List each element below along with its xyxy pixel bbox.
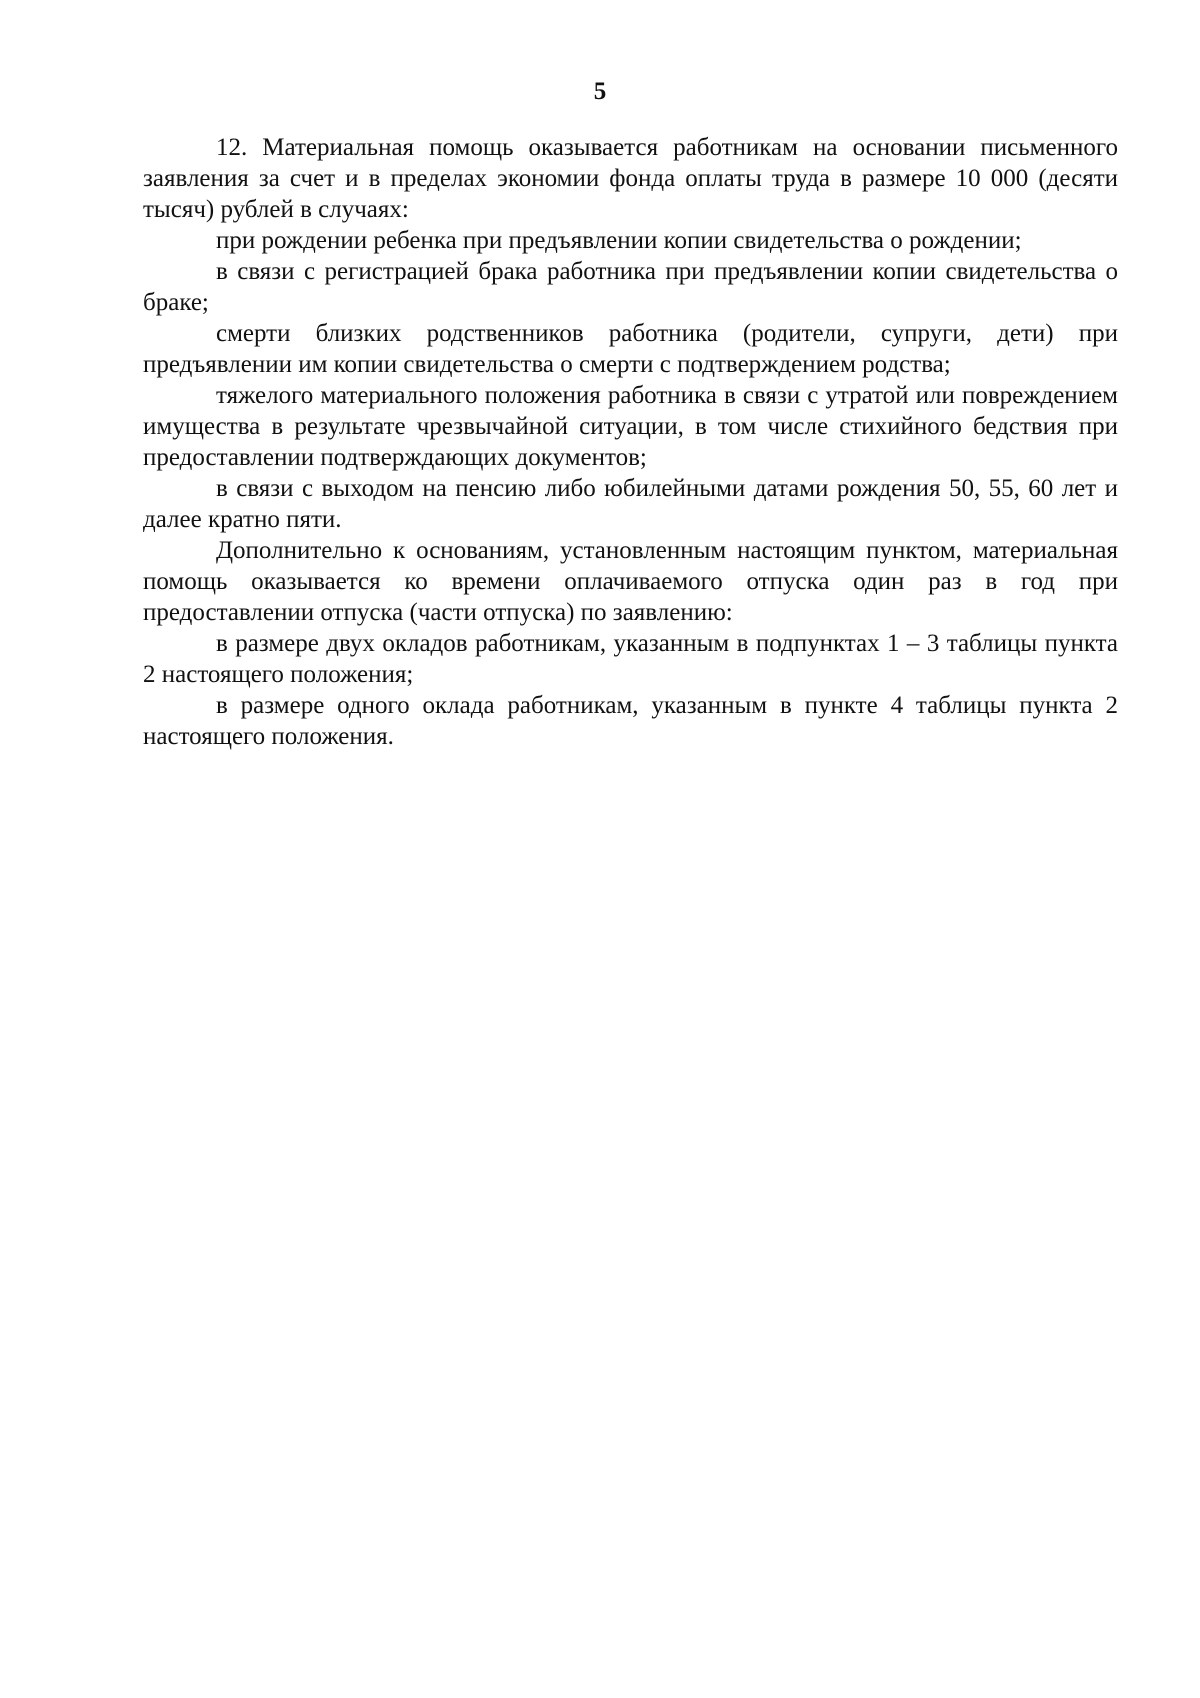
document-body (143, 132, 1118, 752)
paragraph-hardship: тяжелого материального положения работника в связи с утратой или повреждением имущества в результате чрезвычайной ситуации, в том числе стихийного бедствия при предоставлении подтверждающих документов; (143, 382, 1118, 471)
paragraph-marriage: в связи с регистрацией брака работника при предъявлении копии свидетельства о браке; (143, 258, 1118, 316)
paragraph-birth: при рождении ребенка при предъявлении копии свидетельства о рождении; (216, 227, 1022, 254)
paragraph-two-salaries: в размере двух окладов работникам, указанным в подпунктах 1 – 3 таблицы пункта 2 настоящего положения; (143, 630, 1118, 688)
paragraph-death: смерти близких родственников работника (родители, супруги, дети) при предъявлении им копии свидетельства о смерти с подтверждением родства; (143, 320, 1118, 378)
page-number: 5 (593, 78, 607, 105)
paragraph-12-intro: 12. Материальная помощь оказывается работникам на основании письменного заявления за счет и в пределах экономии фонда оплаты труда в размере 10 000 (десяти тысяч) рублей в случаях: (143, 134, 1118, 223)
paragraph-one-salary: в размере одного оклада работникам, указанным в пункте 4 таблицы пункта 2 настоящего положения. (143, 692, 1118, 750)
paragraph-vacation-additional: Дополнительно к основаниям, установленным настоящим пунктом, материальная помощь оказывается ко времени оплачиваемого отпуска один раз в год при предоставлении отпуска (части отпуска) по заявлению: (143, 537, 1118, 626)
paragraph-retirement: в связи с выходом на пенсию либо юбилейными датами рождения 50, 55, 60 лет и далее кратно пяти. (143, 475, 1118, 533)
